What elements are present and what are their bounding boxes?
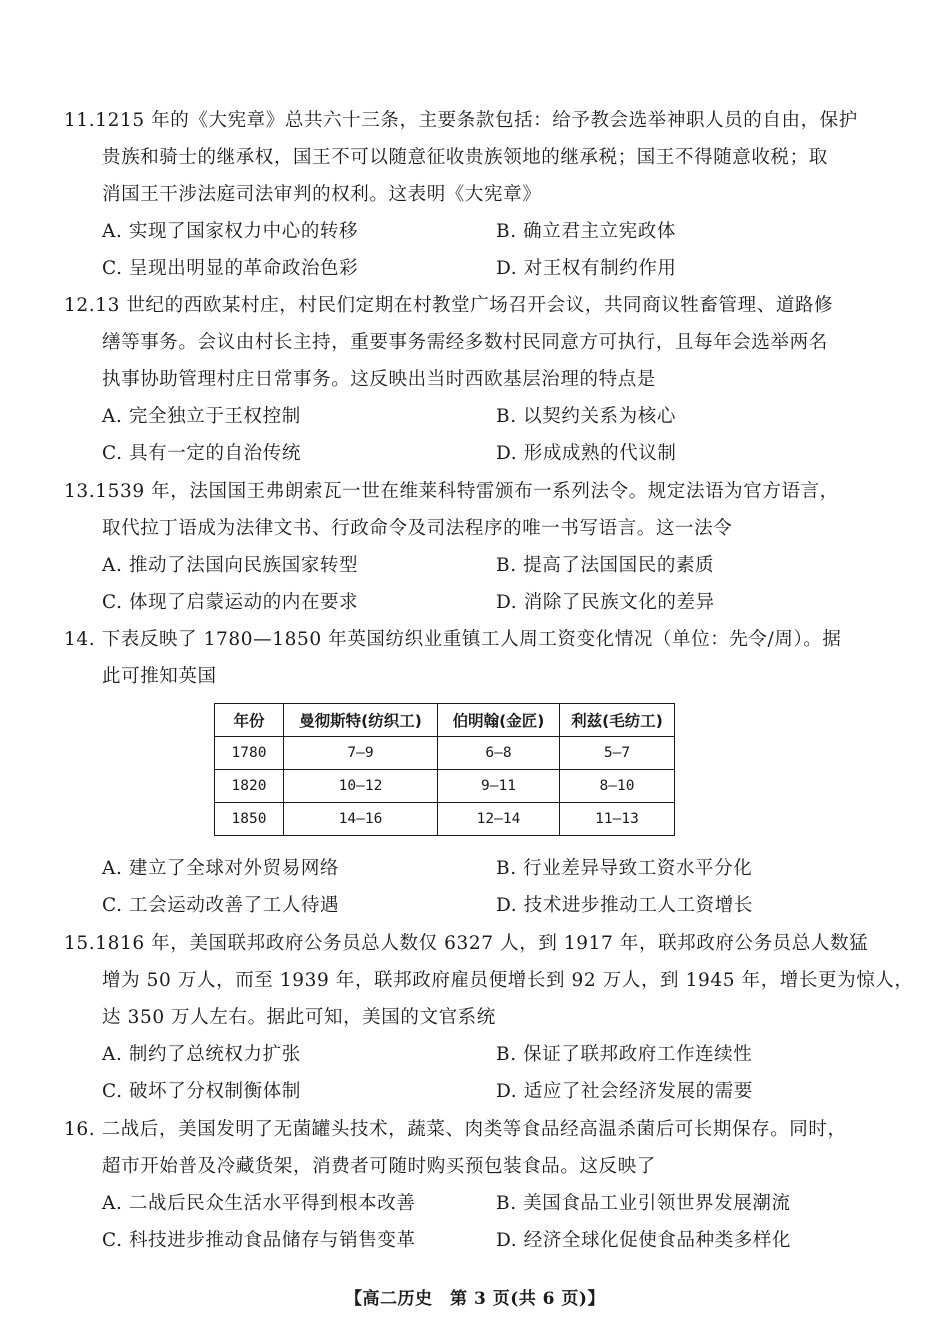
- option-a: A. 推动了法国向民族国家转型: [102, 555, 359, 576]
- option-c: C. 科技进步推动食品储存与销售变革: [102, 1230, 416, 1251]
- option-c: C. 具有一定的自治传统: [102, 443, 301, 464]
- table-header-row: [215, 704, 675, 737]
- option-d: D. 消除了民族文化的差异: [496, 592, 715, 613]
- question-stem-line: 13.1539 年，法国国王弗朗索瓦一世在维莱科特雷颁布一系列法令。规定法语为官方语言，: [64, 481, 839, 502]
- option-b: B. 美国食品工业引领世界发展潮流: [496, 1193, 791, 1214]
- table-header-cell: 曼彻斯特(纺织工): [284, 704, 438, 737]
- table-cell: 14—16: [284, 803, 438, 836]
- option-b: B. 确立君主立宪政体: [496, 221, 676, 242]
- option-c: C. 破坏了分权制衡体制: [102, 1081, 301, 1102]
- option-b: B. 行业差异导致工资水平分化: [496, 858, 753, 879]
- table-cell: 10—12: [284, 770, 438, 803]
- question-stem-line: 16. 二战后，美国发明了无菌罐头技术，蔬菜、肉类等食品经高温杀菌后可长期保存。同时，: [64, 1119, 847, 1140]
- option-d: D. 形成成熟的代议制: [496, 443, 677, 464]
- option-b: B. 提高了法国国民的素质: [496, 555, 715, 576]
- table-cell: 1850: [215, 803, 284, 836]
- table-row: [215, 737, 675, 770]
- table-cell: 5—7: [560, 737, 675, 770]
- question-stem-line: 超市开始普及冷藏货架，消费者可随时购买预包装食品。这反映了: [102, 1156, 656, 1177]
- table-header-cell: 利兹(毛纺工): [560, 704, 675, 737]
- option-a: A. 实现了国家权力中心的转移: [102, 221, 359, 242]
- option-a: A. 二战后民众生活水平得到根本改善: [102, 1193, 416, 1214]
- table-cell: 12—14: [438, 803, 560, 836]
- table-cell: 9—11: [438, 770, 560, 803]
- question-stem-line: 消国王干涉法庭司法审判的权利。这表明《大宪章》: [102, 184, 542, 205]
- table-cell: 7—9: [284, 737, 438, 770]
- option-a: A. 建立了全球对外贸易网络: [102, 858, 340, 879]
- table-row: [215, 803, 675, 836]
- option-d: D. 经济全球化促使食品种类多样化: [496, 1230, 792, 1251]
- question-stem-line: 增为 50 万人，而至 1939 年，联邦政府雇员便增长到 92 万人，到 1945 年，增长更为惊人，: [102, 970, 914, 991]
- option-c: C. 体现了启蒙运动的内在要求: [102, 592, 359, 613]
- question-stem-line: 14. 下表反映了 1780—1850 年英国纺织业重镇工人周工资变化情况（单位：先令/周）。据: [64, 629, 842, 650]
- question-stem-line: 取代拉丁语成为法律文书、行政命令及司法程序的唯一书写语言。这一法令: [102, 518, 733, 539]
- option-d: D. 对王权有制约作用: [496, 258, 677, 279]
- question-stem-line: 15.1816 年，美国联邦政府公务员总人数仅 6327 人，到 1917 年，联邦政府公务员总人数猛: [64, 933, 869, 954]
- table-cell: 1820: [215, 770, 284, 803]
- question-stem-line: 12.13 世纪的西欧某村庄，村民们定期在村教堂广场召开会议，共同商议牲畜管理、道路修: [64, 295, 834, 316]
- option-a: A. 完全独立于王权控制: [102, 406, 301, 427]
- question-stem-line: 缮等事务。会议由村长主持，重要事务需经多数村民同意方可执行，且每年会选举两名: [102, 332, 828, 353]
- page-footer: 【高二历史 第 3 页(共 6 页)】: [345, 1289, 605, 1309]
- question-stem-line: 贵族和骑士的继承权，国王不可以随意征收贵族领地的继承税；国王不得随意收税；取: [102, 147, 828, 168]
- option-c: C. 工会运动改善了工人待遇: [102, 895, 340, 916]
- question-stem-line: 达 350 万人左右。据此可知，美国的文官系统: [102, 1007, 496, 1028]
- table-cell: 11—13: [560, 803, 675, 836]
- wage-table: [214, 703, 675, 836]
- option-b: B. 保证了联邦政府工作连续性: [496, 1044, 753, 1065]
- option-d: D. 技术进步推动工人工资增长: [496, 895, 753, 916]
- table-cell: 8—10: [560, 770, 675, 803]
- question-stem-line: 执事协助管理村庄日常事务。这反映出当时西欧基层治理的特点是: [102, 369, 656, 390]
- option-b: B. 以契约关系为核心: [496, 406, 676, 427]
- table-header-cell: 伯明翰(金匠): [438, 704, 560, 737]
- table-header-cell: 年份: [215, 704, 284, 737]
- table-row: [215, 770, 675, 803]
- option-a: A. 制约了总统权力扩张: [102, 1044, 301, 1065]
- option-c: C. 呈现出明显的革命政治色彩: [102, 258, 359, 279]
- option-d: D. 适应了社会经济发展的需要: [496, 1081, 753, 1102]
- table-cell: 6—8: [438, 737, 560, 770]
- table-cell: 1780: [215, 737, 284, 770]
- question-stem-line: 此可推知英国: [102, 666, 217, 687]
- question-stem-line: 11.1215 年的《大宪章》总共六十三条，主要条款包括：给予教会选举神职人员的自由，保护: [64, 110, 858, 131]
